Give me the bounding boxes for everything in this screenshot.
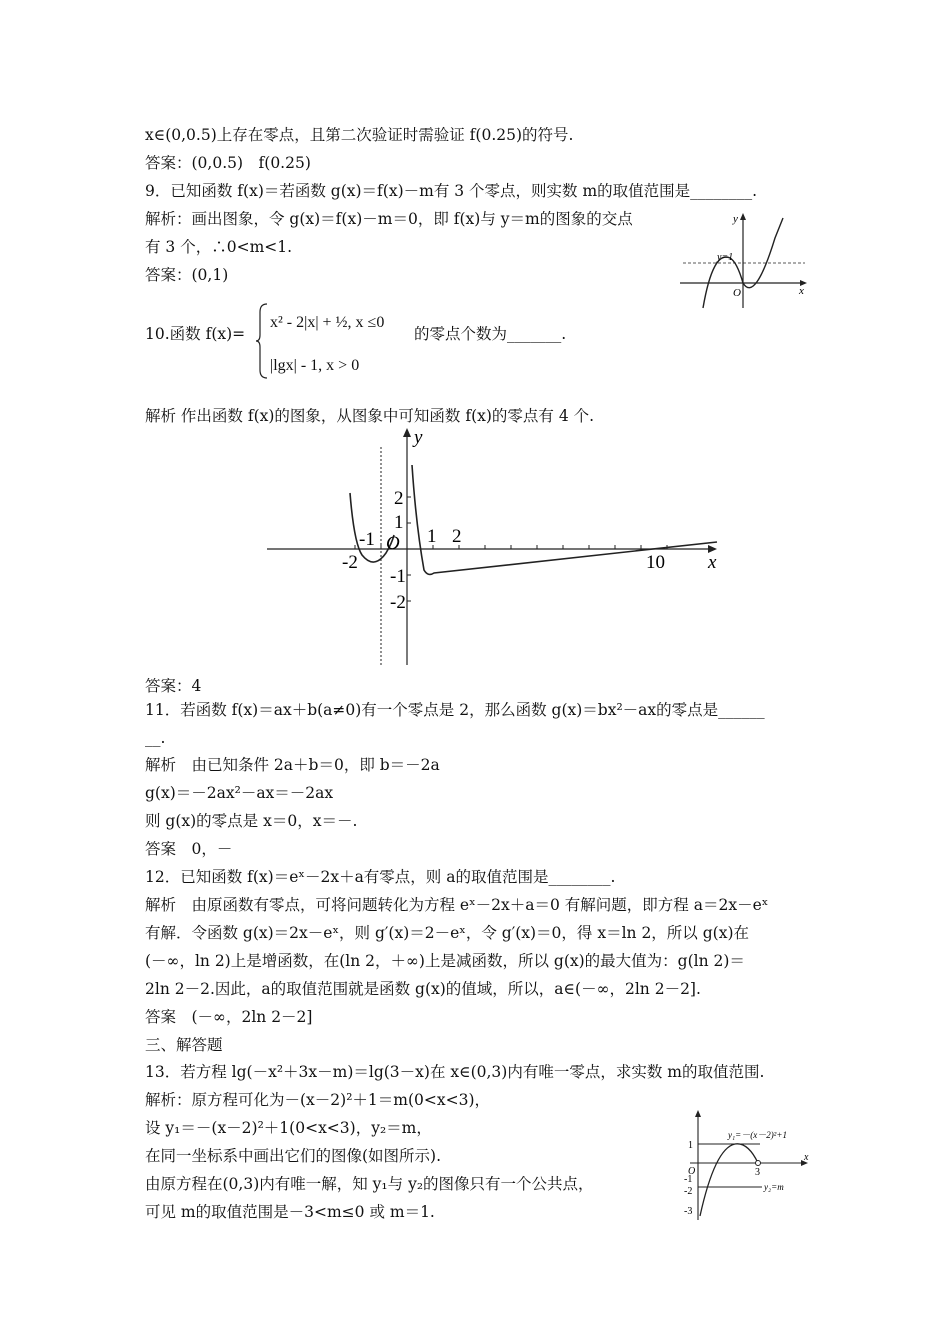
graph-figure-10	[262, 425, 722, 670]
y-tick: -1	[390, 566, 406, 587]
piecewise-case-2: |lgx| - 1, x > 0	[270, 357, 360, 374]
solution-line: 设 y₁＝－(x－2)²＋1(0<x<3)，y₂＝m，	[145, 1119, 432, 1137]
text-line: __.	[145, 729, 166, 747]
text-line: x∈(0,0.5)上存在零点，且第二次验证时需验证 f(0.25)的符号.	[145, 126, 574, 144]
answer-line: 答案：(0,0.5) f(0.25)	[145, 154, 311, 172]
line-label: y=1	[717, 252, 734, 263]
origin-label: O	[386, 533, 400, 554]
answer-line: 答案 (－∞，2ln 2－2]	[145, 1008, 313, 1026]
y-tick: -1	[684, 1174, 693, 1185]
x-axis-label: x	[708, 552, 717, 573]
solution-line: 由原方程在(0,3)内有唯一解，知 y₁与 y₂的图像只有一个公共点，	[145, 1175, 594, 1193]
solution-line: g(x)＝－2ax²－ax＝－2ax	[145, 784, 334, 802]
section-heading: 三、解答题	[145, 1036, 223, 1054]
x-tick: 10	[646, 552, 665, 573]
question-9: 9．已知函数 f(x)＝若函数 g(x)＝f(x)－m有 3 个零点，则实数 m的取值范围是________.	[145, 182, 758, 200]
x-axis-label: x	[804, 1152, 809, 1163]
question-13: 13．若方程 lg(－x²＋3x－m)＝lg(3－x)在 x∈(0,3)内有唯一零点，求实数 m的取值范围.	[145, 1063, 765, 1081]
solution-line: 有解．令函数 g(x)＝2x－eˣ，则 g′(x)＝2－eˣ，令 g′(x)＝0，得 x＝ln 2，所以 g(x)在	[145, 924, 749, 942]
answer-line: 答案：(0,1)	[145, 266, 229, 284]
answer-line: 答案 0，－	[145, 840, 233, 858]
x-axis-label: x	[799, 285, 804, 297]
brace	[255, 302, 269, 380]
y-axis-label: y	[414, 427, 423, 448]
y-axis-label: y	[733, 213, 738, 225]
y-tick: 1	[688, 1140, 693, 1151]
solution-line: (－∞，ln 2)上是增函数，在(ln 2，＋∞)上是减函数，所以 g(x)的最大值为：g(ln 2)＝	[145, 952, 745, 970]
line-label: y₂=m	[764, 1182, 784, 1192]
solution-line: 有 3 个，∴0<m<1.	[145, 238, 293, 256]
x-tick: 1	[427, 526, 437, 547]
solution-line: 在同一坐标系中画出它们的图像(如图所示).	[145, 1147, 442, 1165]
y-tick: 2	[394, 488, 404, 509]
x-tick: 3	[755, 1167, 760, 1178]
y-tick: -2	[684, 1186, 693, 1197]
solution-line: 解析：原方程可化为－(x－2)²＋1＝m(0<x<3)，	[145, 1091, 491, 1109]
question-10-prefix: 10.函数 f(x)=	[145, 325, 246, 343]
solution-line: 解析 由已知条件 2a＋b＝0，即 b＝－2a	[145, 756, 440, 774]
solution-line: 可见 m的取值范围是－3<m≤0 或 m＝1.	[145, 1203, 435, 1221]
solution-line: 解析 作出函数 f(x)的图象，从图象中可知函数 f(x)的零点有 4 个.	[145, 407, 595, 425]
answer-line: 答案：4	[145, 677, 202, 695]
y-tick: -3	[684, 1206, 693, 1217]
question-11: 11．若函数 f(x)＝ax＋b(a≠0)有一个零点是 2，那么函数 g(x)＝bx²－ax的零点是______	[145, 701, 765, 719]
graph-figure-9	[675, 208, 815, 313]
solution-line: 则 g(x)的零点是 x＝0，x＝－.	[145, 812, 358, 830]
solution-line: 解析 由原函数有零点，可将问题转化为方程 eˣ－2x＋a＝0 有解问题，即方程 a＝2x－eˣ	[145, 896, 769, 914]
origin-label: O	[733, 287, 741, 299]
solution-line: 2ln 2－2.因此，a的取值范围就是函数 g(x)的值域，所以，a∈(－∞，2ln 2－2].	[145, 980, 701, 998]
curve-label: y₁=－(x－2)²+1	[728, 1130, 787, 1140]
x-tick: -2	[342, 552, 358, 573]
graph-figure-13	[680, 1108, 815, 1223]
piecewise-case-1: x² - 2|x| + ½, x ≤0	[270, 314, 385, 331]
y-tick: -2	[390, 592, 406, 613]
question-10-suffix: 的零点个数为_______.	[414, 325, 567, 343]
solution-line: 解析：画出图象，令 g(x)＝f(x)－m＝0，即 f(x)与 y＝m的图象的交点	[145, 210, 633, 228]
question-12: 12．已知函数 f(x)＝eˣ－2x＋a有零点，则 a的取值范围是________.	[145, 868, 616, 886]
origin-label: O	[688, 1166, 696, 1177]
y-tick: 1	[394, 512, 404, 533]
x-tick: 2	[452, 526, 462, 547]
x-tick: -1	[359, 529, 375, 550]
